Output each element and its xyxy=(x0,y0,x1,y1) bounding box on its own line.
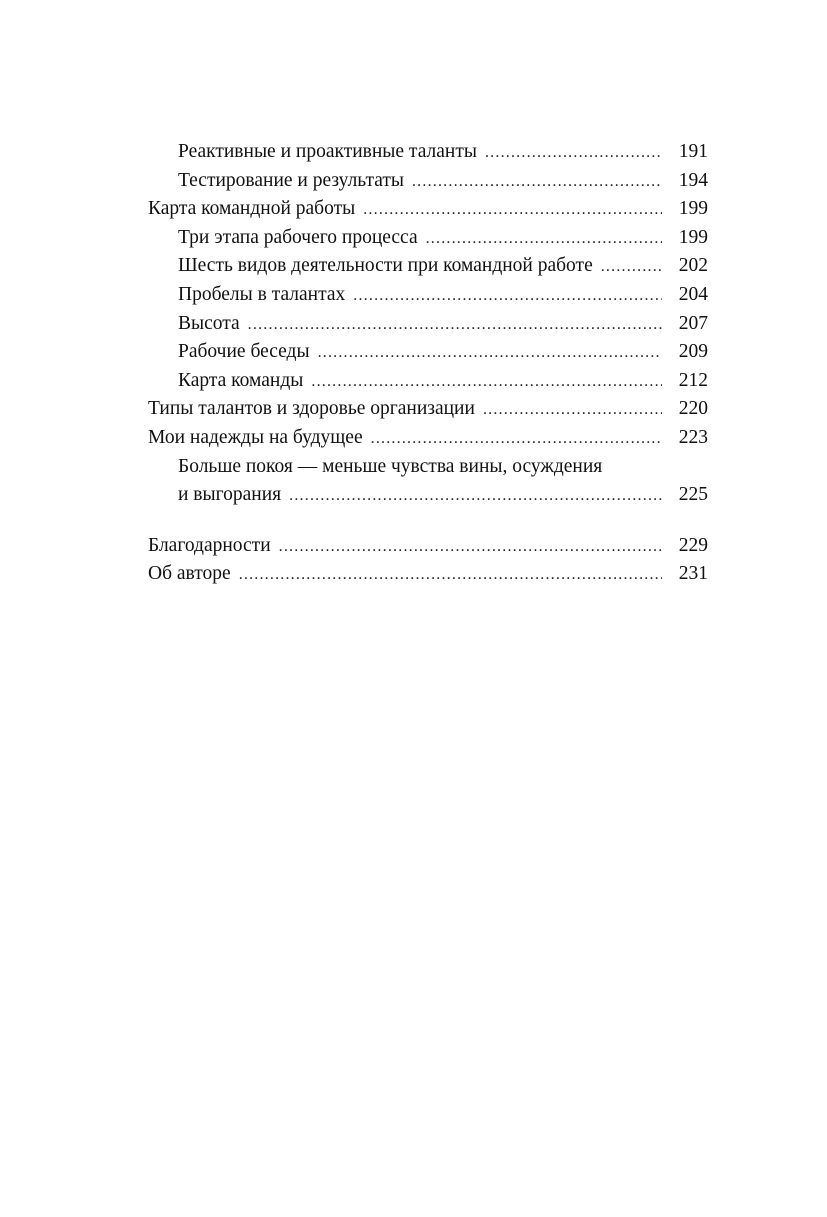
toc-entry-multiline[interactable] xyxy=(148,453,708,510)
toc-leader-dots xyxy=(248,311,662,340)
toc-entry-title: Мои надежды на будущее xyxy=(148,426,363,448)
toc-entry[interactable] xyxy=(148,338,708,367)
toc-entry[interactable] xyxy=(148,224,708,253)
toc-leader-dots xyxy=(289,482,662,511)
toc-entry-page: 212 xyxy=(678,369,708,391)
toc-leader-dots xyxy=(311,368,662,397)
toc-entry-title: Благодарности xyxy=(148,534,271,556)
toc-entry-title: Об авторе xyxy=(148,563,231,585)
toc-leader-dots xyxy=(412,168,662,197)
toc-leader-dots xyxy=(485,139,662,168)
toc-entry[interactable] xyxy=(148,281,708,310)
toc-entry-page: 220 xyxy=(678,398,708,420)
toc-entry-page: 207 xyxy=(678,312,708,334)
toc-leader-dots xyxy=(363,196,662,225)
toc-entry[interactable] xyxy=(148,167,708,196)
toc-entry-title: Три этапа рабочего процесса xyxy=(178,226,418,248)
toc-entry-title: Типы талантов и здоровье организации xyxy=(148,398,475,420)
toc-entry-title-line1: Больше покоя — меньше чувства вины, осуждения xyxy=(178,455,603,477)
toc-leader-dots xyxy=(318,339,662,368)
table-of-contents xyxy=(148,138,708,589)
toc-entry-title: Реактивные и проактивные таланты xyxy=(178,141,477,162)
toc-leader-dots xyxy=(426,225,662,254)
toc-entry-title: Пробелы в талантах xyxy=(178,283,346,305)
toc-leader-dots xyxy=(483,396,662,425)
toc-leader-dots xyxy=(279,533,662,562)
toc-entry[interactable] xyxy=(148,395,708,424)
toc-entry[interactable] xyxy=(148,138,708,167)
toc-entry-title: Шесть видов деятельности при командной работе xyxy=(178,255,593,277)
toc-entry-title-line2: и выгорания xyxy=(178,484,282,506)
toc-leader-dots xyxy=(353,282,662,311)
toc-entry-page: 199 xyxy=(678,226,708,248)
toc-entry[interactable] xyxy=(148,310,708,339)
toc-entry-title: Карта командной работы xyxy=(148,198,356,220)
toc-entry[interactable] xyxy=(148,367,708,396)
toc-entry[interactable] xyxy=(148,560,708,589)
toc-entry-page: 223 xyxy=(678,426,708,448)
toc-entry-page: 209 xyxy=(678,341,708,363)
toc-entry-page: 225 xyxy=(678,484,708,506)
toc-entry[interactable] xyxy=(148,424,708,453)
toc-entry-page: 199 xyxy=(678,198,708,220)
toc-entry-page: 204 xyxy=(678,283,708,305)
toc-leader-dots xyxy=(601,253,662,282)
toc-entry-page: 191 xyxy=(678,141,708,162)
toc-entry[interactable] xyxy=(148,195,708,224)
toc-entry-title: Тестирование и результаты xyxy=(178,169,404,191)
toc-leader-dots xyxy=(239,561,662,590)
toc-entry[interactable] xyxy=(148,532,708,561)
toc-entry-page: 229 xyxy=(678,534,708,556)
toc-leader-dots xyxy=(371,425,662,454)
toc-entry-page: 194 xyxy=(678,169,708,191)
toc-entry-title: Карта команды xyxy=(178,369,304,391)
toc-entry-title: Рабочие беседы xyxy=(178,341,310,363)
toc-entry-page: 231 xyxy=(678,563,708,585)
toc-entry-page: 202 xyxy=(678,255,708,277)
toc-entry[interactable] xyxy=(148,252,708,281)
toc-entry-title: Высота xyxy=(178,312,240,334)
